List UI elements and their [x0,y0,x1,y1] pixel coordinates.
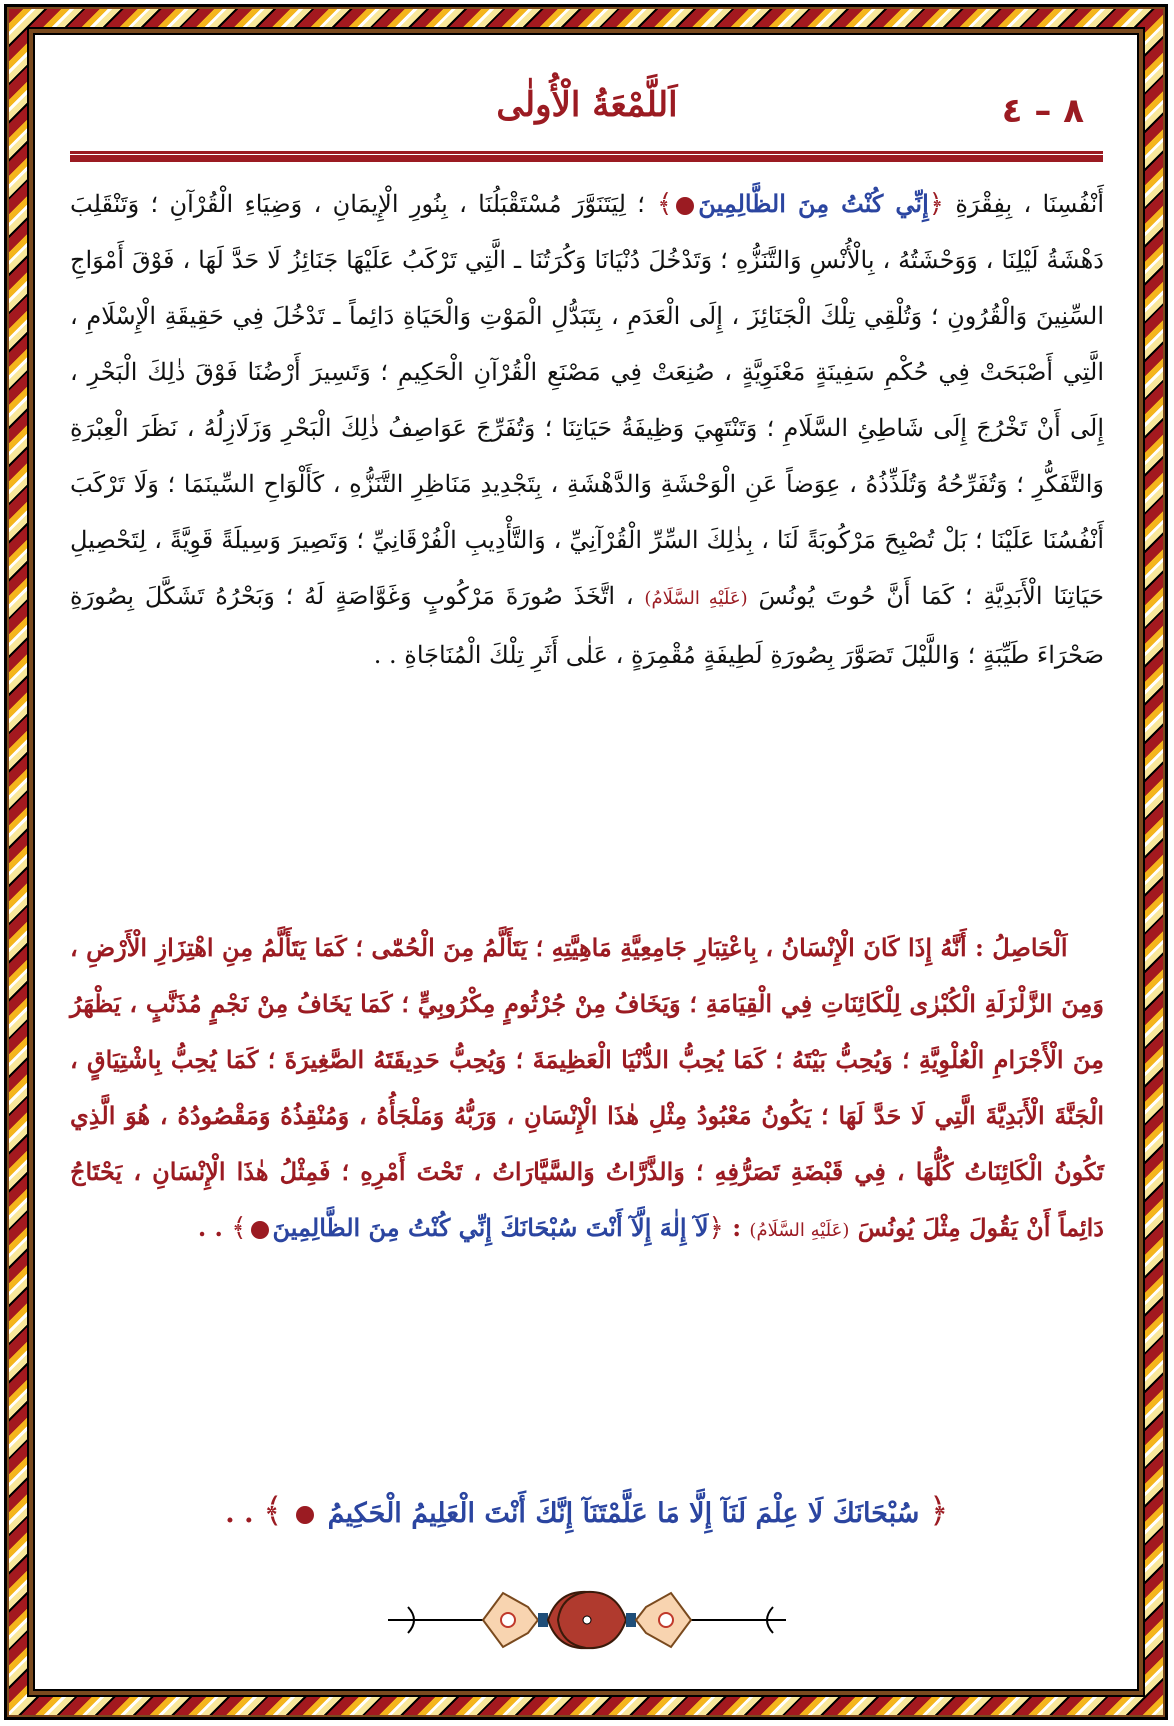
paragraph-1 [70,176,1104,683]
page-number: ٨ – ٤ [1001,91,1084,131]
honorific-icon: (عَلَيْهِ السَّلَامُ) [749,1220,850,1241]
page-header [70,85,1104,145]
verse-close-bracket-icon: ﴾ [656,189,673,219]
verse-text: لَآ إِلٰهَ إِلَّآ أَنْتَ سُبْحَانَكَ إِنِّي كُنْتُ مِنَ الظَّالِمِينَ [272,1213,709,1242]
rosette-icon [251,1221,269,1239]
paragraph-1-text: ؛ لِيَتَنَوَّرَ مُسْتَقْبَلُنَا ، بِنُورِ الْإِيمَانِ ، وَضِيَاءِ الْقُرْآنِ ؛ وَتَنْقَلِبَ دَهْشَةُ لَيْلِنَا ، وَوَحْشَتُهُ ، بِالْأُنْسِ وَالتَّنَزُّهِ ؛ وَتَدْخُلَ دُنْيَانَا وَكُرَتُنَا ـ الَّتِي تَرْكَبُ عَلَيْهَا جَنَائِزُ لَا حَدَّ لَهَا ، فَوْقَ أَمْوَاجِ السِّنِينَ وَالْقُرُونِ ؛ وَتُلْقِي تِلْكَ الْجَنَائِزَ ، إِلَى الْعَدَمِ ، بِتَبَدُّلِ الْمَوْتِ وَالْحَيَاةِ دَائِماً ـ تَدْخُلَ فِي حَقِيقَةِ الْإِسْلَامِ ، الَّتِي أَصْبَحَتْ فِي حُكْمِ سَفِينَةٍ مَعْنَوِيَّةٍ ، صُنِعَتْ فِي مَصْنَعِ الْقُرْآنِ الْحَكِيمِ ؛ وَتَسِيرَ أَرْضُنَا فَوْقَ ذٰلِكَ الْبَحْرِ ، إِلَى أَنْ تَخْرُجَ إِلَى شَاطِئِ السَّلَامِ ؛ وَتَنْتَهِيَ وَظِيفَةُ حَيَاتِنَا ؛ وَتُفَرِّجَ عَوَاصِفُ ذٰلِكَ الْبَحْرِ وَزَلَازِلُهُ ، نَظَرَ الْعِبْرَةِ وَالتَّفَكُّرِ ؛ وَتُفَرِّحُهُ وَتُلَذِّذُهُ ، عِوَضاً عَنِ الْوَحْشَةِ وَالدَّهْشَةِ ، بِتَجْدِيدِ مَنَاظِرِ التَّنَزُّهِ ، كَأَلْوَاحِ السِّينَمَا ؛ وَلَا تَرْكَبَ أَنْفُسُنَا عَلَيْنَا ؛ بَلْ تُصْبِحَ مَرْكُوبَةً لَنَا ، بِذٰلِكَ السِّرِّ الْقُرْآنِيِّ ، وَالتَّأْدِيبِ الْفُرْقَانِيِّ ؛ وَتَصِيرَ وَسِيلَةً قَوِيَّةً ، لِتَحْصِيلِ حَيَاتِنَا الْأَبَدِيَّةِ ؛ كَمَا أَنَّ حُوتَ يُونُسَ [70,190,1104,610]
trailing-dots: . . [197,1213,223,1242]
floral-divider-icon [378,1585,796,1655]
closing-verse [70,1490,1104,1531]
rosette-icon [296,1506,314,1524]
colon: : [732,1213,742,1242]
rosette-icon [676,197,694,215]
paragraph-1-lead: أَنْفُسِنَا ، بِفِقْرَةِ [955,190,1105,218]
verse-open-bracket-icon: ﴿ [928,1491,949,1531]
verse-open-bracket-icon: ﴿ [708,1213,724,1243]
header-rule-thick [70,155,1103,162]
quran-verse-inline [223,1213,724,1242]
paragraph-2 [70,920,1104,1259]
trailing-dots: . . [225,1498,254,1529]
chapter-title: اَللَّمْعَةُ الْأُولٰى [496,85,678,125]
honorific-icon: (عَلَيْهِ السَّلَامُ) [644,588,748,609]
quran-verse-inline [645,189,944,218]
paragraph-2-text: اَلْحَاصِلُ : أَنَّهُ إِذَا كَانَ الْإِنْسَانُ ، بِاعْتِبَارِ جَامِعِيَّةِ مَاهِيَّتِهِ ؛ يَتَأَلَّمُ مِنَ الْحُمّٰى ؛ كَمَا يَتَأَلَّمُ مِنِ اهْتِزَازِ الْأَرْضِ ، وَمِنَ الزَّلْزَلَةِ الْكُبْرٰى لِلْكَائِنَاتِ فِي الْقِيَامَةِ ؛ وَيَخَافُ مِنْ جُرْثُومٍ مِكْرُوبِيٍّ ؛ كَمَا يَخَافُ مِنْ نَجْمٍ مُذَنَّبٍ ، يَظْهَرُ مِنَ الْأَجْرَامِ الْعُلْوِيَّةِ ؛ وَيُحِبُّ بَيْتَهُ ؛ كَمَا يُحِبُّ الدُّنْيَا الْعَظِيمَةَ ؛ وَيُحِبُّ حَدِيقَتَهُ الصَّغِيرَةَ ؛ كَمَا يُحِبُّ بِاشْتِيَاقٍ ، الْجَنَّةَ الْأَبَدِيَّةَ الَّتِي لَا حَدَّ لَهَا ؛ يَكُونُ مَعْبُودُ مِثْلِ هٰذَا الْإِنْسَانِ ، وَرَبُّهُ وَمَلْجَأُهُ ، وَمُنْقِذُهُ وَمَقْصُودُهُ ، هُوَ الَّذِي تَكُونُ الْكَائِنَاتُ كُلُّهَا ، فِي قَبْضَةِ تَصَرُّفِهِ ؛ وَالذَّرَّاتُ وَالسَّيَّارَاتُ ، تَحْتَ أَمْرِهِ ؛ فَمِثْلُ هٰذَا الْإِنْسَانِ ، يَحْتَاجُ دَائِماً أَنْ يَقُولَ مِثْلَ يُونُسَ [70,933,1105,1242]
verse-text: إِنِّي كُنْتُ مِنَ الظَّالِمِينَ [698,189,929,218]
closing-verse-text: سُبْحَانَكَ لَا عِلْمَ لَنَآ إِلَّا مَا عَلَّمْتَنَآ إِنَّكَ أَنْتَ الْعَلِيمُ الْحَكِيمُ [327,1498,920,1529]
header-rule-thin [70,151,1103,154]
verse-close-bracket-icon: ﴾ [231,1213,247,1243]
verse-open-bracket-icon: ﴿ [928,189,945,219]
paragraph-1-tail: ، اتَّخَذَ صُورَةَ مَرْكُوبٍ وَغَوَّاصَةٍ لَهُ ؛ وَبَحْرُهُ تَشَكَّلَ بِصُورَةِ صَحْرَاءَ طَيِّبَةٍ ؛ وَاللَّيْلَ تَصَوَّرَ بِصُورَةِ لَطِيفَةٍ مُقْمِرَةٍ ، عَلٰى أَثَرِ تِلْكَ الْمُنَاجَاةِ . . [70,582,1104,669]
verse-close-bracket-icon: ﴾ [262,1491,283,1531]
